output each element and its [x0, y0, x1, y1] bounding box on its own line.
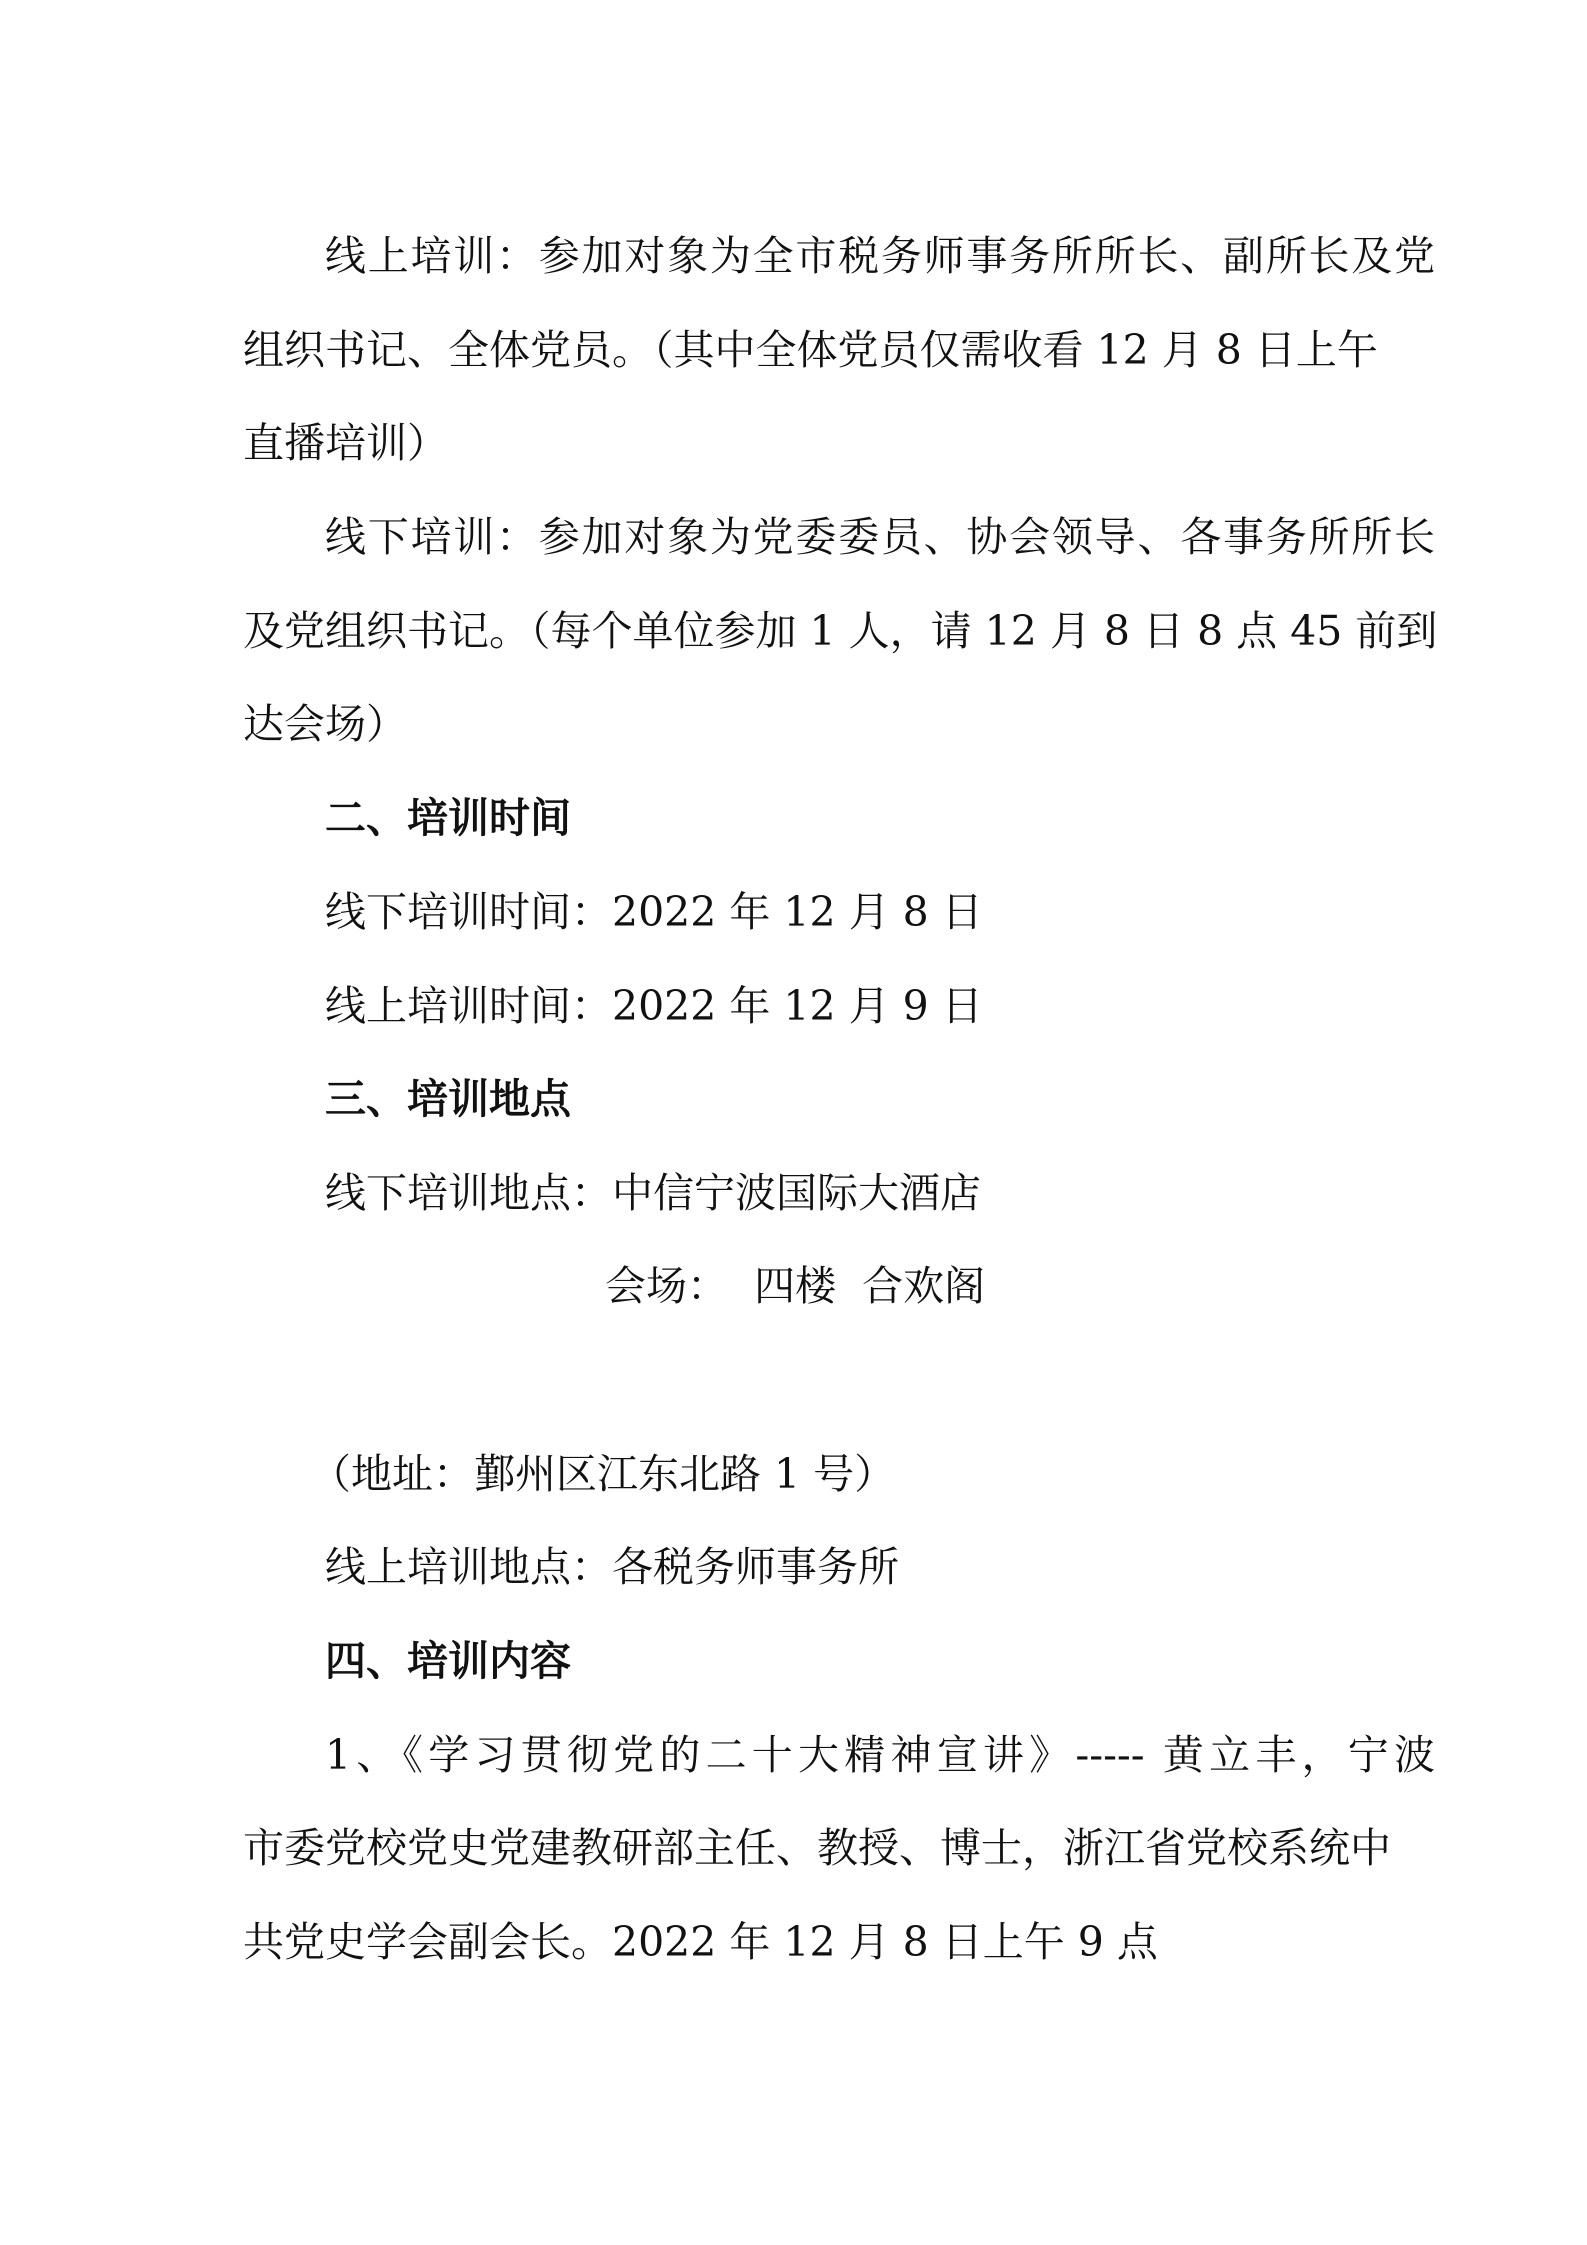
section-heading-time: 二、培训时间 — [325, 794, 571, 842]
offline-training-location: 线下培训地点：中信宁波国际大酒店 — [325, 1169, 981, 1217]
venue-address: （地址：鄞州区江东北路 1 号） — [310, 1450, 896, 1498]
content-item-1-line-1: 1、《学习贯彻党的二十大精神宣讲》----- 黄立丰，宁波 — [325, 1731, 1435, 1779]
content-item-1-line-3: 共党史学会副会长。2022 年 12 月 8 日上午 9 点 — [243, 1918, 1158, 1966]
venue-room: 会场： 四楼 合欢阁 — [605, 1262, 986, 1310]
offline-participants-line-3: 达会场） — [243, 700, 407, 748]
online-training-location: 线上培训地点：各税务师事务所 — [325, 1543, 899, 1591]
offline-participants-line-2: 及党组织书记。（每个单位参加 1 人，请 12 月 8 日 8 点 45 前到 — [243, 607, 1438, 655]
section-heading-content: 四、培训内容 — [325, 1637, 571, 1685]
offline-participants-line-1: 线下培训：参加对象为党委委员、协会领导、各事务所所长 — [325, 513, 1435, 561]
section-heading-location: 三、培训地点 — [325, 1075, 571, 1123]
content-item-1-line-2: 市委党校党史党建教研部主任、教授、博士，浙江省党校系统中 — [243, 1824, 1391, 1872]
online-participants-line-1: 线上培训：参加对象为全市税务师事务所所长、副所长及党 — [325, 232, 1435, 280]
online-participants-line-3: 直播培训） — [243, 419, 448, 467]
offline-training-time: 线下培训时间：2022 年 12 月 8 日 — [325, 888, 983, 936]
online-training-time: 线上培训时间：2022 年 12 月 9 日 — [325, 982, 983, 1030]
online-participants-line-2: 组织书记、全体党员。（其中全体党员仅需收看 12 月 8 日上午 — [243, 326, 1378, 374]
